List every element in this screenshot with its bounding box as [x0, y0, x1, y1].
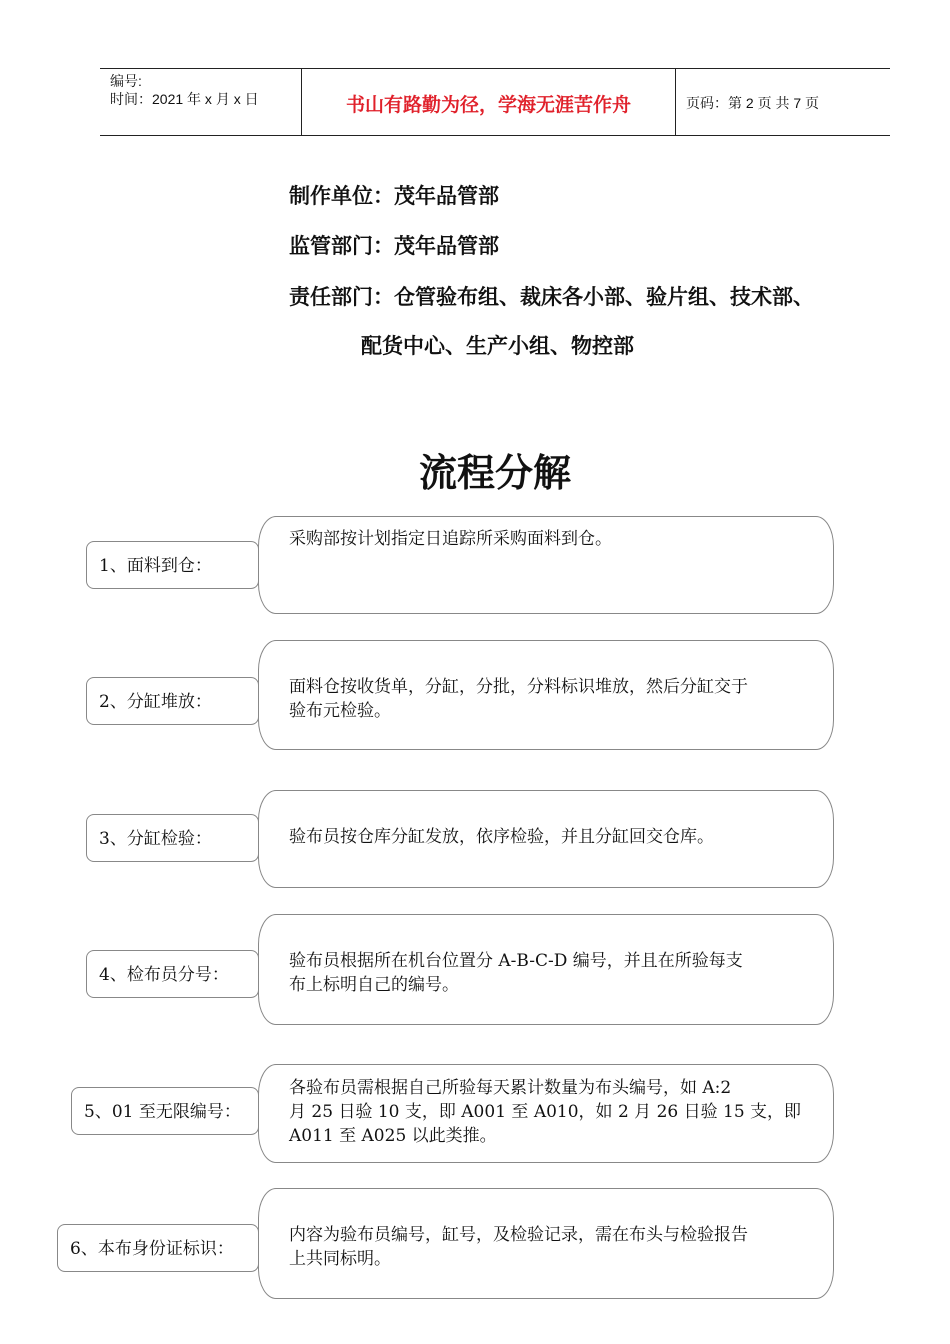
- step-description-line: 验布元检验。: [289, 701, 391, 721]
- step-label: 1、面料到仓：: [86, 541, 259, 589]
- document-number-label: 编号:: [110, 73, 142, 89]
- page-indicator: 页码：第 2 页 共 7 页: [686, 95, 820, 111]
- step-description: [258, 1188, 834, 1299]
- header-meta: [110, 72, 259, 108]
- header-bottom-rule: [100, 135, 890, 136]
- step-description-line: 各验布员需根据自己所验每天累计数量为布头编号，如 A:2: [289, 1078, 732, 1098]
- step-description: [258, 640, 834, 750]
- step-description: [258, 1064, 834, 1163]
- section-title: 流程分解: [418, 451, 571, 495]
- step-description-line: 上共同标明。: [289, 1249, 391, 1269]
- step-label: 6、本布身份证标识：: [57, 1224, 259, 1272]
- step-description-line: 布上标明自己的编号。: [289, 975, 459, 995]
- step-description: [258, 914, 834, 1025]
- header-motto: 书山有路勤为径，学海无涯苦作舟: [345, 94, 631, 116]
- document-time: 时间：2021 年 x 月 x 日: [110, 91, 259, 107]
- step-label: 4、检布员分号：: [86, 950, 259, 998]
- step-description-line: 采购部按计划指定日追踪所采购面料到仓。: [289, 529, 612, 549]
- responsible-departments: 责任部门：仓管验布组、裁床各小部、验片组、技术部、: [289, 285, 814, 309]
- step-description-line: 内容为验布员编号，缸号，及检验记录，需在布头与检验报告: [289, 1225, 748, 1245]
- step-description: [258, 790, 834, 888]
- step-label: 5、01 至无限编号：: [71, 1087, 259, 1135]
- step-label: 3、分缸检验：: [86, 814, 259, 862]
- supervising-department: 监管部门：茂年品管部: [289, 234, 499, 258]
- step-description: [258, 516, 834, 614]
- step-label: 2、分缸堆放：: [86, 677, 259, 725]
- step-description-line: A011 至 A025 以此类推。: [289, 1126, 497, 1146]
- step-description-line: 验布员按仓库分缸发放，依序检验，并且分缸回交仓库。: [289, 827, 714, 847]
- responsible-departments-continued: 配货中心、生产小组、物控部: [361, 334, 634, 358]
- step-description-line: 面料仓按收货单，分缸，分批，分料标识堆放，然后分缸交于: [289, 677, 748, 697]
- header-divider-right: [675, 68, 676, 136]
- step-description-line: 月 25 日验 10 支，即 A001 至 A010，如 2 月 26 日验 15 支，即: [289, 1102, 802, 1122]
- producing-unit: 制作单位：茂年品管部: [289, 184, 499, 208]
- header-top-rule: [100, 68, 890, 69]
- step-description-line: 验布员根据所在机台位置分 A-B-C-D 编号，并且在所验每支: [289, 951, 743, 971]
